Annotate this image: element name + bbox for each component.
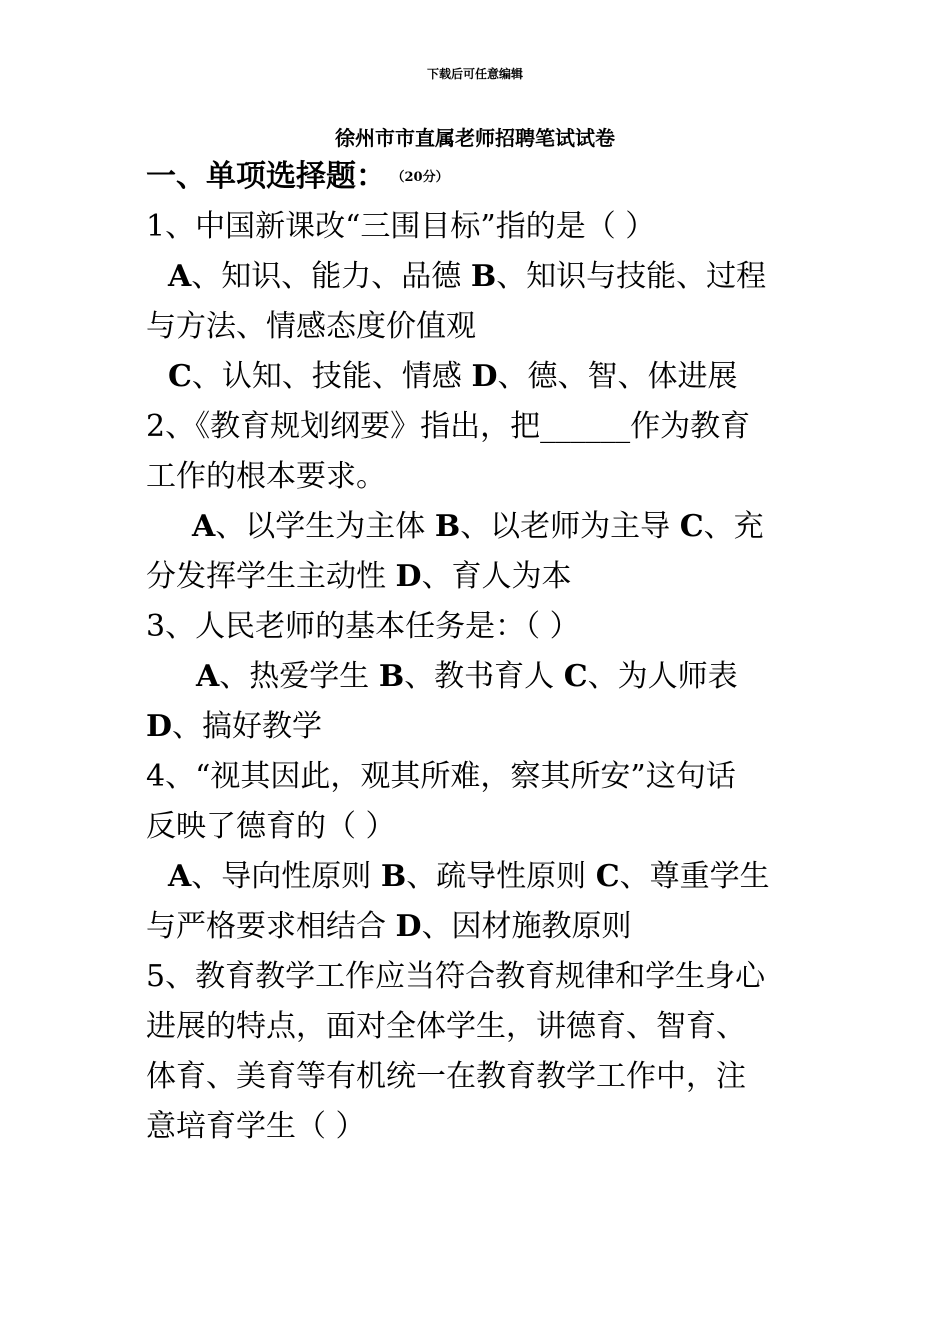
text-segment: 、认知、技能、情感 [191, 359, 472, 394]
text-segment: 1、中国新课改“三围目标”指的是（ ） [146, 209, 656, 244]
text-segment: 、德、智、体进展 [497, 359, 738, 394]
text-segment: 4、“视其因此，观其所难，察其所安”这句话 [146, 759, 736, 794]
text-segment: 2、《教育规划纲要》指出，把 [146, 409, 541, 444]
question-lines [146, 202, 810, 1152]
text-line [146, 1102, 810, 1152]
text-segment: 、因材施教原则 [421, 909, 632, 944]
text-segment: 、为人师表 [587, 659, 738, 694]
text-segment: 、热爱学生 [219, 659, 379, 694]
option-letter: A [168, 859, 192, 894]
exam-content [146, 152, 810, 1152]
text-segment: 作为教育 [630, 409, 751, 444]
text-segment: 体育、美育等有机统一在教育教学工作中，注 [146, 1059, 746, 1094]
text-segment: 反映了德育的（ ） [146, 809, 396, 844]
fill-in-blank: ______ [540, 409, 631, 444]
option-letter: B [378, 659, 405, 694]
text-line [146, 702, 810, 752]
text-line [146, 602, 810, 652]
text-line [146, 852, 810, 902]
text-segment: 工作的根本要求。 [146, 459, 386, 494]
text-line [146, 502, 810, 552]
text-segment: 、知识与技能、过程 [496, 259, 767, 294]
option-letter: B [470, 259, 497, 294]
text-line [146, 252, 810, 302]
option-letter: C [168, 359, 192, 394]
option-letter: A [168, 259, 192, 294]
text-line [146, 802, 810, 852]
text-segment: 分发挥学生主动性 [146, 559, 396, 594]
text-line [146, 302, 810, 352]
section-score: （20分） [398, 170, 449, 185]
text-segment: 意培育学生（ ） [146, 1109, 366, 1144]
text-segment: 、教书育人 [404, 659, 564, 694]
text-segment: 与方法、情感态度价值观 [146, 309, 476, 344]
header-note: 下载后可任意编辑 [426, 67, 523, 81]
text-line [146, 352, 810, 402]
text-line [146, 752, 810, 802]
text-line [146, 902, 810, 952]
text-segment: 、以学生为主体 [215, 509, 435, 544]
text-segment: 5、教育教学工作应当符合教育规律和学生身心 [146, 959, 766, 994]
text-line [146, 552, 810, 602]
option-letter: A [196, 659, 220, 694]
text-line [146, 1052, 810, 1102]
text-line [146, 202, 810, 252]
option-letter: C [563, 659, 588, 694]
text-segment: 、以老师为主导 [460, 509, 680, 544]
text-segment: 、充 [703, 509, 764, 544]
option-letter: D [471, 359, 498, 394]
text-segment: 、知识、能力、品德 [191, 259, 471, 294]
text-segment: 、导向性原则 [191, 859, 381, 894]
text-line [146, 652, 810, 702]
document-title: 徐州市市直属老师招聘笔试试卷 [335, 126, 615, 150]
text-line [146, 452, 810, 502]
option-letter: C [679, 509, 704, 544]
option-letter: D [395, 559, 422, 594]
text-line [146, 1002, 810, 1052]
text-line [146, 952, 810, 1002]
text-segment: 3、人民老师的基本任务是：（ ） [146, 609, 580, 644]
section-heading-line [146, 152, 810, 202]
option-letter: D [395, 909, 422, 944]
option-letter: B [434, 509, 461, 544]
text-segment: 、搞好教学 [172, 709, 323, 744]
text-segment: 、疏导性原则 [406, 859, 596, 894]
text-line [146, 402, 810, 452]
section-heading: 一、单项选择题： [146, 159, 386, 194]
text-segment: 与严格要求相结合 [146, 909, 396, 944]
option-letter: B [380, 859, 407, 894]
text-segment: 、育人为本 [421, 559, 572, 594]
option-letter: D [146, 709, 173, 744]
option-letter: C [595, 859, 620, 894]
text-segment: 、尊重学生 [619, 859, 770, 894]
text-segment: 进展的特点，面对全体学生，讲德育、智育、 [146, 1009, 746, 1044]
option-letter: A [192, 509, 216, 544]
